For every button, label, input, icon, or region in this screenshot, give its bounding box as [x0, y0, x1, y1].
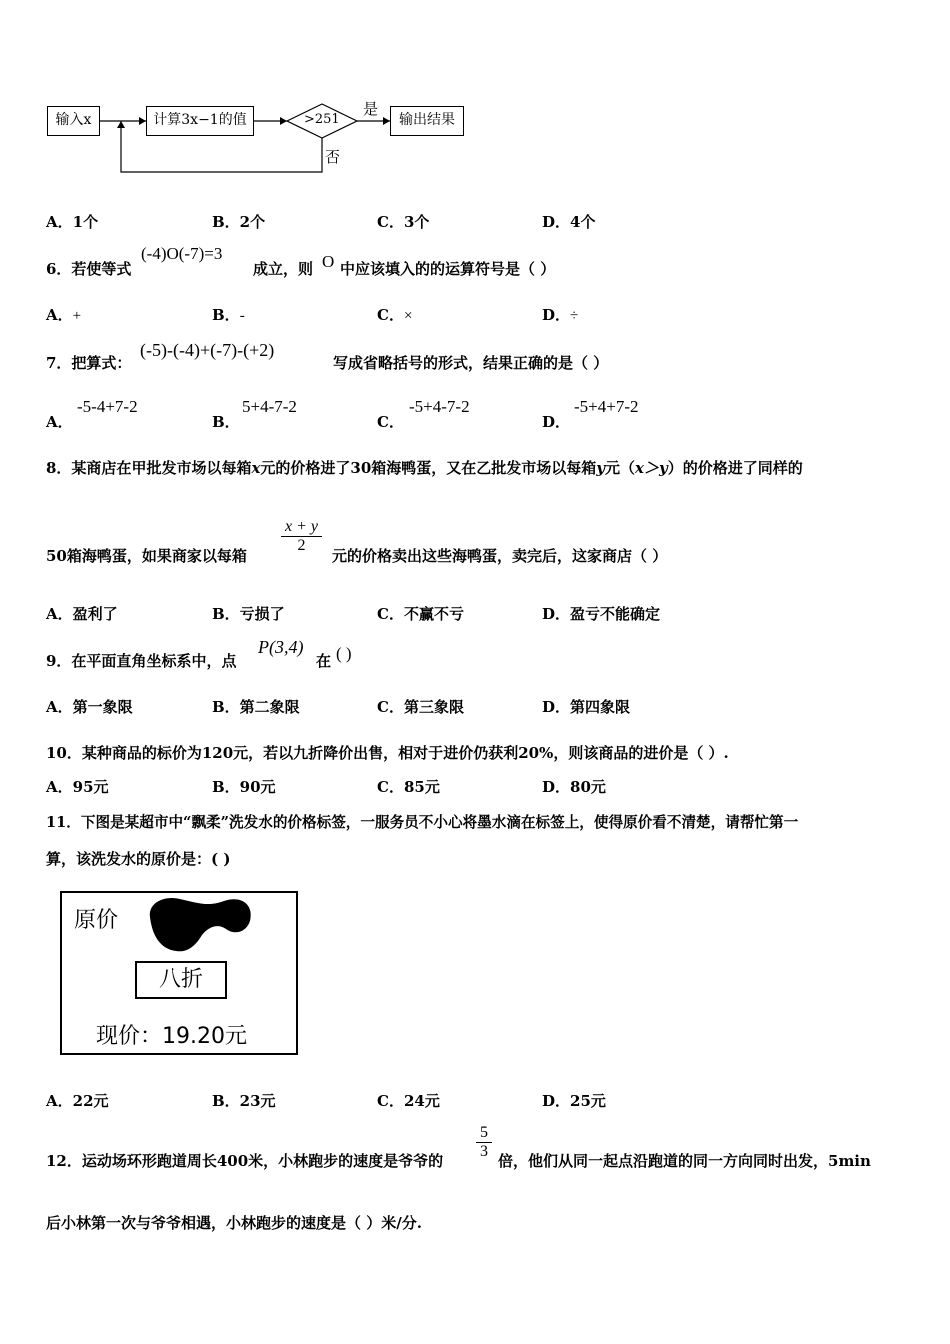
q7-option-d-value: -5+4+7-2 [574, 397, 639, 416]
q8-frac-den: 2 [297, 537, 306, 554]
q8-option-c: C．不赢不亏 [377, 605, 464, 623]
q11-option-d: D．25元 [542, 1092, 606, 1110]
q6-equation: (-4)O(-7)=3 [141, 244, 223, 263]
q9-mid: 在 [316, 652, 332, 670]
q6-mid: 成立，则 [253, 260, 314, 278]
q7-option-b-label: B． [212, 413, 240, 431]
q7-prefix: 7．把算式： [46, 354, 132, 372]
q6-option-d: D．÷ [542, 306, 579, 324]
q9-paren: ( ) [336, 644, 352, 663]
price-tag-original-label: 原价 [74, 908, 119, 933]
q9-point: P(3,4) [258, 637, 304, 657]
q6-option-a: A．+ [46, 306, 82, 324]
q8-option-a: A．盈利了 [46, 605, 118, 623]
q8-line2-a: 50箱海鸭蛋，如果商家以每箱 [46, 547, 247, 565]
price-tag [60, 891, 298, 1055]
q6-option-c: C．× [377, 306, 413, 324]
q7-option-c-value: -5+4-7-2 [409, 397, 470, 416]
q9-prefix: 9．在平面直角坐标系中，点 [46, 652, 237, 670]
q11-option-b: B．23元 [212, 1092, 276, 1110]
q10-text: 10．某种商品的标价为120元，若以九折降价出售，相对于进价仍获利20%，则该商品的进价是（ ）. [46, 744, 729, 762]
price-tag-discount-box: 八折 [135, 961, 227, 999]
q5-option-a: A．1个 [46, 213, 99, 231]
q11-option-c: C．24元 [377, 1092, 440, 1110]
q7-option-a-label: A． [46, 413, 73, 431]
q11-line2: 算，该洗发水的原价是：( ) [46, 850, 231, 868]
flow-yes-label: 是 [363, 100, 379, 118]
q12-line2: 后小林第一次与爷爷相遇，小林跑步的速度是（ ）米/分. [46, 1214, 422, 1232]
flow-no-label: 否 [325, 148, 341, 166]
q8-option-b: B．亏损了 [212, 605, 285, 623]
q6-option-b: B．- [212, 306, 245, 324]
q9-option-c: C．第三象限 [377, 698, 464, 716]
q7-option-d-label: D． [542, 413, 571, 431]
q6-symbol: O [322, 252, 335, 271]
q9-option-b: B．第二象限 [212, 698, 300, 716]
q7-option-c-label: C． [377, 413, 404, 431]
q6-prefix: 6．若使等式 [46, 260, 132, 278]
q12-line1-a: 12．运动场环形跑道周长400米，小林跑步的速度是爷爷的 [46, 1152, 444, 1170]
flow-input-box: 输入x [47, 106, 100, 136]
q11-line1: 11．下图是某超市中“飘柔”洗发水的价格标签，一服务员不小心将墨水滴在标签上，使得原价看不清楚，请帮忙第一 [46, 814, 799, 831]
q11-option-a: A．22元 [46, 1092, 109, 1110]
q5-option-b: B．2个 [212, 213, 266, 231]
q10-option-d: D．80元 [542, 778, 606, 796]
q10-option-b: B．90元 [212, 778, 276, 796]
flowchart-connectors [0, 0, 950, 185]
q12-frac-den: 3 [480, 1143, 488, 1160]
flow-condition-label: >251 [304, 112, 340, 127]
q7-expression: (-5)-(-4)+(-7)-(+2) [140, 340, 275, 360]
q6-suffix: 中应该填入的的运算符号是（ ） [340, 260, 556, 278]
q7-option-a-value: -5-4+7-2 [77, 397, 138, 416]
flow-compute-box: 计算3x−1的值 [146, 106, 254, 136]
price-tag-current-price: 现价：19.20元 [96, 1024, 247, 1049]
q5-option-c: C．3个 [377, 213, 430, 231]
q7-option-b-value: 5+4-7-2 [242, 397, 297, 416]
q8-option-d: D．盈亏不能确定 [542, 605, 661, 623]
q12-frac-num: 5 [476, 1124, 492, 1143]
q7-suffix: 写成省略括号的形式，结果正确的是（ ） [333, 354, 609, 372]
q5-option-d: D．4个 [542, 213, 596, 231]
ink-blot-icon [146, 895, 256, 957]
q8-fraction [281, 518, 322, 555]
q12-fraction [476, 1124, 492, 1161]
q12-line1-b: 倍，他们从同一起点沿跑道的同一方向同时出发，5min [498, 1152, 871, 1170]
q8-line1: 8．某商店在甲批发市场以每箱x元的价格进了30箱海鸭蛋，又在乙批发市场以每箱y元（x＞y）的价格进了同样的 [46, 459, 803, 477]
q9-option-d: D．第四象限 [542, 698, 631, 716]
flow-output-box: 输出结果 [390, 106, 464, 136]
q8-frac-num: x + y [281, 518, 322, 537]
q9-option-a: A．第一象限 [46, 698, 133, 716]
q10-option-c: C．85元 [377, 778, 440, 796]
q8-line2-b: 元的价格卖出这些海鸭蛋，卖完后，这家商店（ ） [332, 547, 668, 565]
q10-option-a: A．95元 [46, 778, 109, 796]
